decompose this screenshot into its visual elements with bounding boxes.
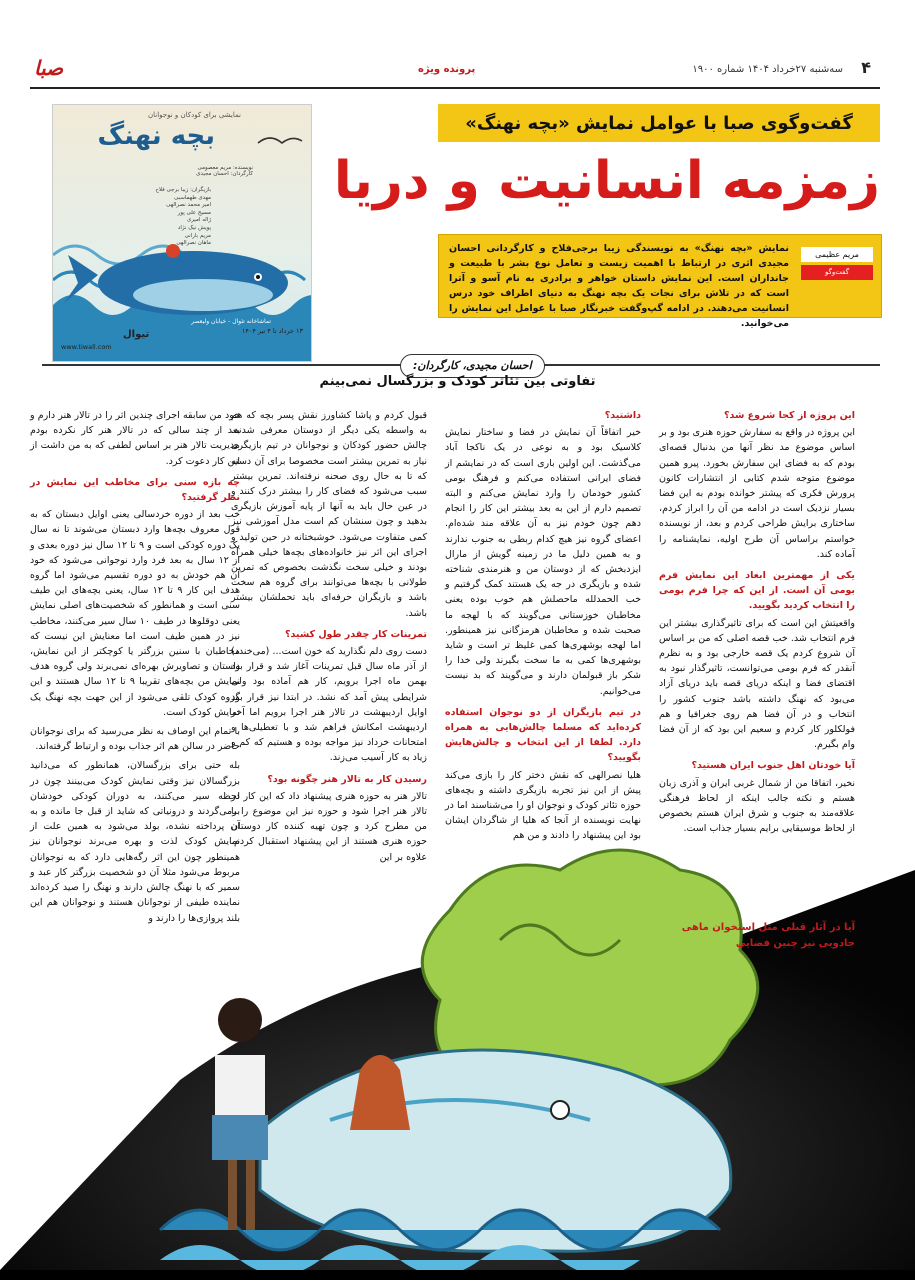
poster-date: ۱۳ خرداد تا ۴ تیر ۱۴۰۴ [241,327,303,335]
interview-question: تمرینات کار چقدر طول کشید؟ [284,628,427,640]
interview-question: رسیدن کار به تالار هنر چگونه بود؟ [267,773,427,785]
interview-question-continued: آیا در آثار قبلی مثل استخوان ماهی جادویی نیز چنین فضایی [681,922,855,949]
byline-role: گفت‌وگو [801,265,873,280]
page-number: ۴ [861,58,871,77]
show-poster [52,104,312,362]
interview-answer: دست روی دلم نگذارید که خون است... (می‌خندد) از آذر ماه سال قبل تمرینات آغاز شد و قرار بود بهمن ماه اجرا برویم، کار هم آماده بود ولی شرایطی پیش آمد که نشد. در ابتدا نیز قرار بود اوایل اردیبهشت در تالار هنر اجرا برویم اما آخر اردیبهشت امکانش فراهم شد و با تعطیلی‌ها و امتحانات خرداد نیز مواجه بوده و هستیم که کم و زیاد به کار آسیب می‌زند. [231,646,427,764]
poster-website: www.tiwall.com [61,343,112,351]
article-column-4 [30,408,240,930]
poster-credit: ژاله امیری [186,217,211,224]
poster-credit: کارگردان: احسان مجیدی [196,171,253,177]
interview-question: یکی از مهمترین ابعاد این نمایش فرم بومی آن است. از این که چرا فرم بومی را انتخاب کردید بگویید. [659,570,855,612]
page-footer-bar [0,1270,915,1280]
issue-date-line: سه‌شنبه ۲۷خرداد ۱۴۰۴ شماره ۱۹۰۰ [692,64,843,75]
poster-credit: مریم بارانی [184,232,211,239]
interview-answer: نخیر، اتفاقا من از شمال غربی ایران و آذری زبان هستم و نکته جالب اینکه از لحاظ فرهنگی علاقه‌مند به جنوب و شرق ایران هستم بخصوص از لحاظ موسیقایی برایم بسیار جذاب است. [659,777,855,835]
interview-question: این پروژه از کجا شروع شد؟ [723,410,855,421]
lead-box [438,234,882,329]
poster-title: بچه نهنگ [97,121,215,151]
interview-answer: خیر اتفاقاً آن نمایش در فضا و ساختار نمایش کلاسیک بود و به نوعی در یک ناکجا آباد می‌گذشت. این اولین باری است که در نمایشم از فضای ایرانی استفاده می‌کنم و فرهنگ بومی کشور خودمان را وارد نمایش می‌کنم و البته تصمیم دارم از این به بعد بیشتر این کار را انجام دهم چون خودم نیز به آن علاقه مند شده‌ام. اعضای گروه نیز هیچ کدام ربطی به جنوب ندارند و به همین دلیل ما در زمینه گویش از مارال ایزدبخش که از دوستان من و هنرمندی شناخته شده و بازیگری در جه یک هستند کمک گرفتیم و خب الحمدلله ماحصلش هم خوب بوده یعنی مخاطبان خوزستانی می‌گویند که با لهجه ما صحبت شده و مخاطبان هرمزگانی نیز همینطور. اما لهجه بوشهری‌ها کمی غلیظ تر است و شاید بوشهری‌ها کمی به ما سخت بگیرند ولی خدا را شکر باز قبولمان دارند و می‌گویند که بد نیست می‌خوانیم. [445,427,641,697]
poster-credit: پویش نیک نژاد [177,224,211,231]
interview-answer: هلیا نصرالهی که نقش دختر کار را بازی می‌کند پیش از این نیز تجربه بازیگری داشته و بچه‌های حوزه تئاتر کودک و نوجوان او را می‌شناسند اما در نهایت نویسنده از آنجا که هلیا از شاگردان ایشان بود این پیشنهاد را دادند و من هم [445,769,641,842]
interview-answer: خب بعد از دوره خردسالی یعنی اوایل دبستان که به قول معروف بچه‌ها وارد دبستان می‌شوند تا نه سال یک دوره کودکی است و ۹ تا ۱۲ سال نیز دوره بعدی و از ۱۲ سال به بعد فرد وارد نوجوانی می‌شود که خود آن هم خودش به دو دوره تقسیم می‌شود اما گروه هدف این کار ۹ تا ۱۲ سال، یعنی بچه‌های این طیف سنی است و همانطور که شخصیت‌های اصلی نمایش یعنی دوقلوها در طیف ۱۰ سال سیر می‌کنند، مخاطب نیز در همین طیف است اما معنایش این نیست که مخاطبان با سنین بزرگتر یا کوچکتر از این نمایش، داستان و تصاویرش بهره‌ای نمی‌برند ولی گروه هدف نمایش من بچه‌های تقریبا ۹ تا ۱۲ سال هستند و این گروه کودک تلقی می‌شود از این جهت بچه نهنگ یک نمایش کودک است. [30,509,241,718]
page-header [0,0,915,88]
poster-cast [155,187,211,248]
poster-credit: بازیگران: زیبا برجی فلاح [155,187,211,193]
newspaper-logo: صبا [34,56,64,80]
interview-answer: با تمام این اوصاف به نظر می‌رسید که برای نوجوانان حاضر در سالن هم اثر جذاب بوده و ارتباط گرفته‌اند. [30,726,240,753]
poster-subtitle: نمایشی برای کودکان و نوجوانان [147,111,241,119]
interview-answer: تالار هنر به حوزه هنری پیشنهاد داد که این کار در تالار هنر اجرا شود و حوزه نیز این موضوع را با من مطرح کرد و چون تهیه کننده کار دوستان حوزه هنری هستند از این پیشنهاد استقبال کردم. علاوه بر این [231,790,427,863]
interview-question: در تیم بازیگران از دو نوجوان استفاده کرده‌اید که مسلما چالش‌هایی به همراه دارد. لطفا از این انتخاب و چالش‌هایش بگویید؟ [445,706,641,764]
article-column-1 [659,408,855,840]
section-label: پرونده ویژه [418,64,476,75]
interviewee-tag: احسان مجیدی، کارگردان: [400,354,545,378]
poster-venue: تماشاخانه تئوال - خیابان ولیعصر [191,318,271,325]
article-column-3 [231,408,427,869]
interview-answer: خود من سابقه اجرای چندین اثر را در تالار هنر دارم و بعد از چند سالی که در تالار هنر کار نکرده بودم مدیریت تالار هنر بر اساس لطفی که به من داشت از این کار دعوت کرد. [30,410,240,467]
actor-girl [215,1055,265,1125]
byline-writer: مریم عظیمی [801,247,873,262]
article-column-2 [445,408,641,848]
poster-credit: ماهان نصرالهی [176,240,211,247]
poster-brand: تیوال [123,329,150,340]
poster-credit: مهدی طهماسبی [173,194,211,201]
poster-credits [196,165,253,177]
article-headline: زمزمه انسانیت و دریا [333,151,880,211]
interview-answer: این پروژه در واقع به سفارش حوزه هنری بود و بر اساس موضوع مد نظر آنها من بدنبال قصه‌ای بودم که به فضای این سفارش بخورد. پیرو همین موضوع متوجه شدم کتابی از انتشارات کانون پرورش فکری که پیشتر خوانده بودم به این فضا بسیار نزدیک است در ادامه من آن را ابراز کردم، ساختاری برایش طراحی کردم و بعد، از نویسنده خواستم براساس آن طرح اولیه، نمایشنامه را آماده کند. [659,427,855,560]
interview-answer: قبول کردم و پاشا کشاورز نقش پسر بچه که هم به واسطه یکی دیگر از دوستان معرفی شدند. چالش حضور کودکان و نوجوانان در تیم بازیگری نیاز به تمرین بیشتر است مخصوصا برای آن دسته که تا به حال روی صحنه نرفته‌اند. تمرین بیشتر سبب می‌شود که فضای کار را بیشتر درک کنند و در عین حال باید به آنها از پایه آموزش بازیگری بدهید و چون سنشان کم است مدل آموزشی نیز کمی متفاوت می‌شود. خوشبختانه در حین تولید و اجرای این اثر نیز خانواده‌های بچه‌ها خیلی همراه بودند و خیلی سخت نگذشت بخصوص که تمرین طولانی با بچه‌ها می‌توانند برای گروه هم سخت باشد و بازیگران حرفه‌ای باید تحملشان بیشتر باشد. [231,410,427,619]
header-divider [30,87,880,89]
poster-credit: امیر محمد نصرالهی [166,202,211,209]
interview-answer: واقعیتش این است که برای تاثیرگذاری بیشتر این فرم انتخاب شد. خب قصه اصلی که من بر اساس آن شروع کردم یک قصه خارجی بود و به نظرم آنقدر که فرم بومی می‌توانست، تاثیرگذار نبود به اقتضای فضا و اینکه دریای قصه باید دریای آزاد می‌بود که نهنگ داشته باشد جنوب کشور را انتخاب و در آن فضا هم روی جغرافیا و هم فولکلور کار کردم و سعیم این بود که از آن فضا وام بگیرم. [659,617,855,751]
interview-question: داشتید؟ [604,410,641,421]
lead-text: نمایش «بچه نهنگ» به نویسندگی زیبا برجی‌فلاح و کارگردانی احسان مجیدی اثری در ارتباط با اهمیت زیست و تعامل نوع بشر با طبیعت و جانداران است. این نمایش داستان خواهر و برادری به نام آسو و آترا است که در تلاش برای نجات یک بچه نهنگ به دنیای اطراف خود درس انسانیت می‌دهند. در ادامه گپ‌وگفت خبرنگار صبا با عوامل این نمایش را می‌خوانید. [449,243,789,329]
article-subhead: تفاوتی بین تئاتر کودک و بزرگسال نمی‌بینم [319,374,596,389]
seagull-icon [258,138,302,143]
interview-answer: بله حتی برای بزرگسالان، همانطور که می‌دانید بزرگسالان نیز وقتی نمایش کودک می‌بینند چون در لحظه سیر می‌کنند، به دوران کودکی خودشان برمی‌گردند و درونیاتی که شاید از قبل جا مانده و به آن پرداخته نشده، بولد می‌شود به همین علت از نمایش کودک لذت و بهره می‌برند نوجوانان نیز همینطور چون این اثر رگه‌هایی دارد که به نوجوانان مربوط می‌شود مثلا آن دو شخصیت بزرگتر کار عبد و سمیر که با نهنگ چالش دارند و نهنگ را صید کرده‌اند نماینده طیفی از نوجوانان هستند و نوجوانان هم این بلند پروازی‌ها را دارند و [30,760,240,924]
article-kicker: گفت‌وگوی صبا با عوامل نمایش «بچه نهنگ» [438,104,880,142]
interview-question: آیا خودتان اهل جنوب ایران هستید؟ [691,760,855,772]
interview-question: چه بازه سنی برای مخاطب این نمایش در نظر گرفتید؟ [30,476,240,504]
poster-credit: مسیح علی پور [177,209,211,216]
poster-credit: نویسنده: مریم معصومی [197,165,253,171]
